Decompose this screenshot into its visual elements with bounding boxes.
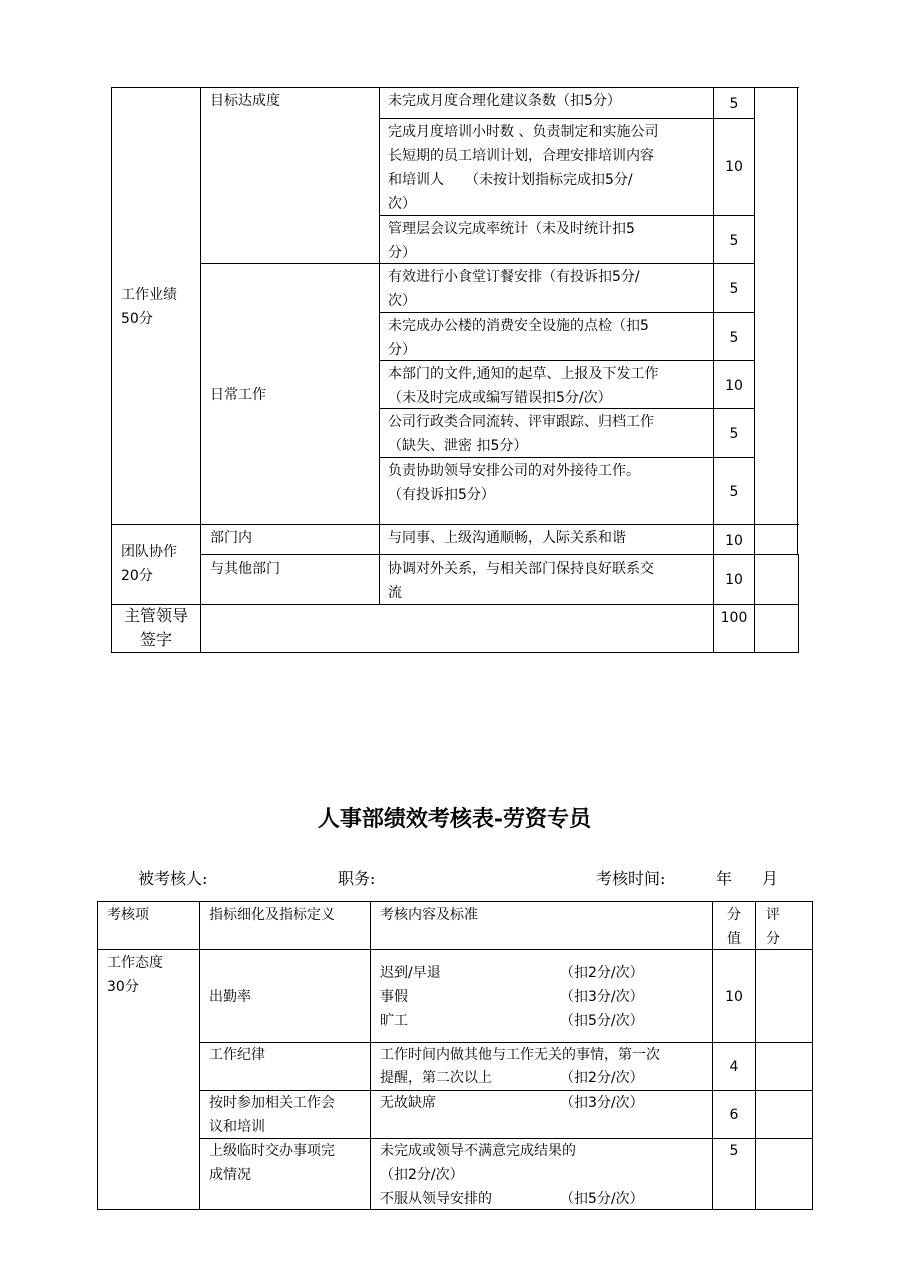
criterion-text: 工作时间内做其他与工作无关的事情，第一次: [380, 1047, 660, 1063]
criterion-text: 完成月度培训小时数 、负责制定和实施公司 长短期的员工培训计划，合理安排培训内容 和培训人 （未按计划指标完成扣5分/ 次）: [388, 124, 659, 212]
column-header-score: 评 分: [766, 907, 780, 947]
points-value: 4: [729, 1059, 739, 1075]
indicator-meetings: 按时参加相关工作会 议和培训: [209, 1095, 335, 1135]
criterion-text: 负责协助领导安排公司的对外接待工作。 （有投诉扣5分）: [388, 463, 640, 503]
deduction-text: （扣5分/次）: [560, 1013, 644, 1029]
criterion-text: 未完成月度合理化建议条数（扣5分）: [388, 93, 621, 109]
indicator-attendance: 出勤率: [209, 989, 251, 1005]
criterion-text: 与同事、上级沟通顺畅，人际关系和谐: [388, 530, 626, 546]
criterion-text: 迟到/早退: [380, 965, 441, 981]
points-value: 5: [729, 1143, 739, 1159]
points-value: 5: [729, 426, 739, 442]
points-value: 10: [725, 159, 743, 175]
criterion-text: 旷工: [380, 1013, 408, 1029]
deduction-text: （扣2分/次）: [560, 965, 644, 981]
page-title: 人事部绩效考核表-劳资专员: [317, 806, 592, 832]
criterion-text: 有效进行小食堂订餐安排（有投诉扣5分/ 次）: [388, 269, 640, 309]
sub-other-departments: 与其他部门: [210, 561, 280, 577]
supervisor-sign-label: 主管领导 签字: [123, 606, 188, 649]
points-value: 10: [725, 533, 743, 549]
indicator-discipline: 工作纪律: [209, 1047, 265, 1063]
column-header-item: 考核项: [107, 907, 149, 923]
total-points: 100: [720, 610, 748, 626]
sub-in-department: 部门内: [210, 530, 252, 546]
position-label: 职务:: [338, 869, 376, 888]
criterion-text: 提醒，第二次以上: [380, 1070, 492, 1086]
category-work-performance: 工作业绩 50分: [121, 287, 177, 327]
criterion-text: 不服从领导安排的: [380, 1191, 492, 1207]
deduction-text: （扣3分/次）: [560, 1095, 644, 1111]
criterion-text: 事假: [380, 989, 408, 1005]
sub-goal-achievement: 目标达成度: [210, 93, 280, 109]
criterion-text: 公司行政类合同流转、评审跟踪、归档工作 （缺失、泄密 扣5分）: [388, 414, 654, 454]
criterion-text: 未完成办公楼的消费安全设施的点检（扣5 分）: [388, 318, 649, 358]
points-value: 5: [729, 96, 739, 112]
month-label: 月: [762, 869, 779, 888]
deduction-text: （扣5分/次）: [560, 1191, 644, 1207]
year-label: 年: [716, 869, 733, 888]
points-value: 5: [729, 330, 739, 346]
points-value: 5: [729, 233, 739, 249]
points-value: 5: [729, 281, 739, 297]
deduction-text: （扣3分/次）: [560, 989, 644, 1005]
sub-daily-work: 日常工作: [210, 387, 266, 403]
points-value: 10: [725, 378, 743, 394]
criterion-text: 未完成或领导不满意完成结果的: [380, 1143, 576, 1159]
points-value: 6: [729, 1107, 739, 1123]
column-header-points: 分 值: [727, 907, 741, 947]
criterion-text: 管理层会议完成率统计（未及时统计扣5 分）: [388, 221, 635, 261]
criterion-text: 本部门的文件,通知的起草、上报及下发工作 （未及时完成或编写错误扣5分/次）: [388, 366, 659, 406]
category-work-attitude: 工作态度 30分: [107, 955, 163, 995]
points-value: 10: [725, 989, 743, 1005]
criterion-text: 无故缺席: [380, 1095, 436, 1111]
category-teamwork: 团队协作 20分: [121, 544, 177, 584]
review-time-label: 考核时间:: [596, 869, 666, 888]
deduction-text: （扣2分/次）: [560, 1070, 644, 1086]
column-header-content: 考核内容及标准: [380, 907, 478, 923]
column-header-indicator: 指标细化及指标定义: [209, 907, 335, 923]
examinee-label: 被考核人:: [138, 869, 208, 888]
deduction-text: （扣2分/次）: [380, 1167, 464, 1183]
criterion-text: 协调对外关系，与相关部门保持良好联系交 流: [388, 561, 654, 601]
points-value: 5: [729, 484, 739, 500]
indicator-temporary-tasks: 上级临时交办事项完 成情况: [209, 1143, 335, 1183]
points-value: 10: [725, 572, 743, 588]
